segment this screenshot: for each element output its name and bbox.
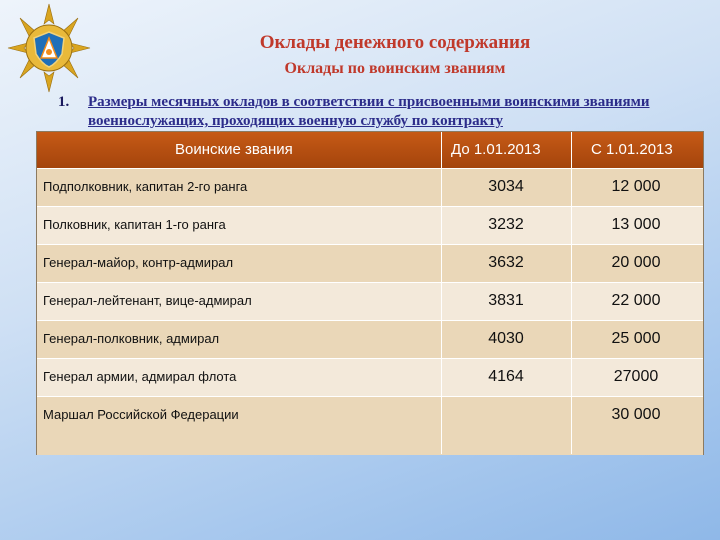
salary-after-cell: 13 000 (611, 216, 661, 233)
rank-cell: Полковник, капитан 1-го ранга (43, 217, 226, 232)
salary-table (36, 131, 704, 455)
salary-after-cell: 12 000 (611, 178, 661, 195)
table-row (37, 358, 703, 397)
page-subtitle: Оклады по воинским званиям (284, 60, 506, 77)
salary-after-cell: 20 000 (611, 254, 661, 271)
header-before: До 1.01.2013 (451, 141, 541, 158)
salary-before-cell: 3831 (488, 292, 524, 309)
salary-after-cell: 30 000 (611, 406, 661, 423)
list-item-text: Размеры месячных окладов в соответствии с присвоенными воинскими званиями военнослужащих, проходящих военную службу по контракту (88, 94, 650, 129)
header-rank: Воинские звания (175, 141, 293, 158)
list-item-number: 1. (58, 94, 70, 110)
salary-before-cell: 3632 (488, 254, 524, 271)
table-row (37, 282, 703, 321)
table-row (37, 168, 703, 207)
rank-cell: Генерал-лейтенант, вице-адмирал (43, 293, 252, 308)
rank-cell: Маршал Российской Федерации (43, 407, 239, 422)
salary-before-cell: 4164 (488, 368, 524, 385)
table-header (37, 132, 703, 168)
salary-before-cell: 3232 (488, 216, 524, 233)
salary-after-cell: 27000 (613, 368, 659, 385)
table-row (37, 244, 703, 283)
emergency-ministry-emblem-icon (6, 2, 92, 94)
table-row (37, 206, 703, 245)
table-row (37, 320, 703, 359)
column-divider (571, 132, 572, 454)
salary-before-cell: 3034 (488, 178, 524, 195)
header-after: С 1.01.2013 (591, 141, 673, 158)
rank-cell: Генерал армии, адмирал флота (43, 369, 237, 384)
rank-cell: Генерал-майор, контр-адмирал (43, 255, 234, 270)
rank-cell: Генерал-полковник, адмирал (43, 331, 220, 346)
salary-before-cell: 4030 (488, 330, 524, 347)
page-title: Оклады денежного содержания (259, 32, 531, 53)
rank-cell: Подполковник, капитан 2-го ранга (43, 179, 248, 194)
table-row (37, 396, 703, 455)
salary-after-cell: 22 000 (611, 292, 661, 309)
salary-after-cell: 25 000 (611, 330, 661, 347)
column-divider (441, 132, 442, 454)
